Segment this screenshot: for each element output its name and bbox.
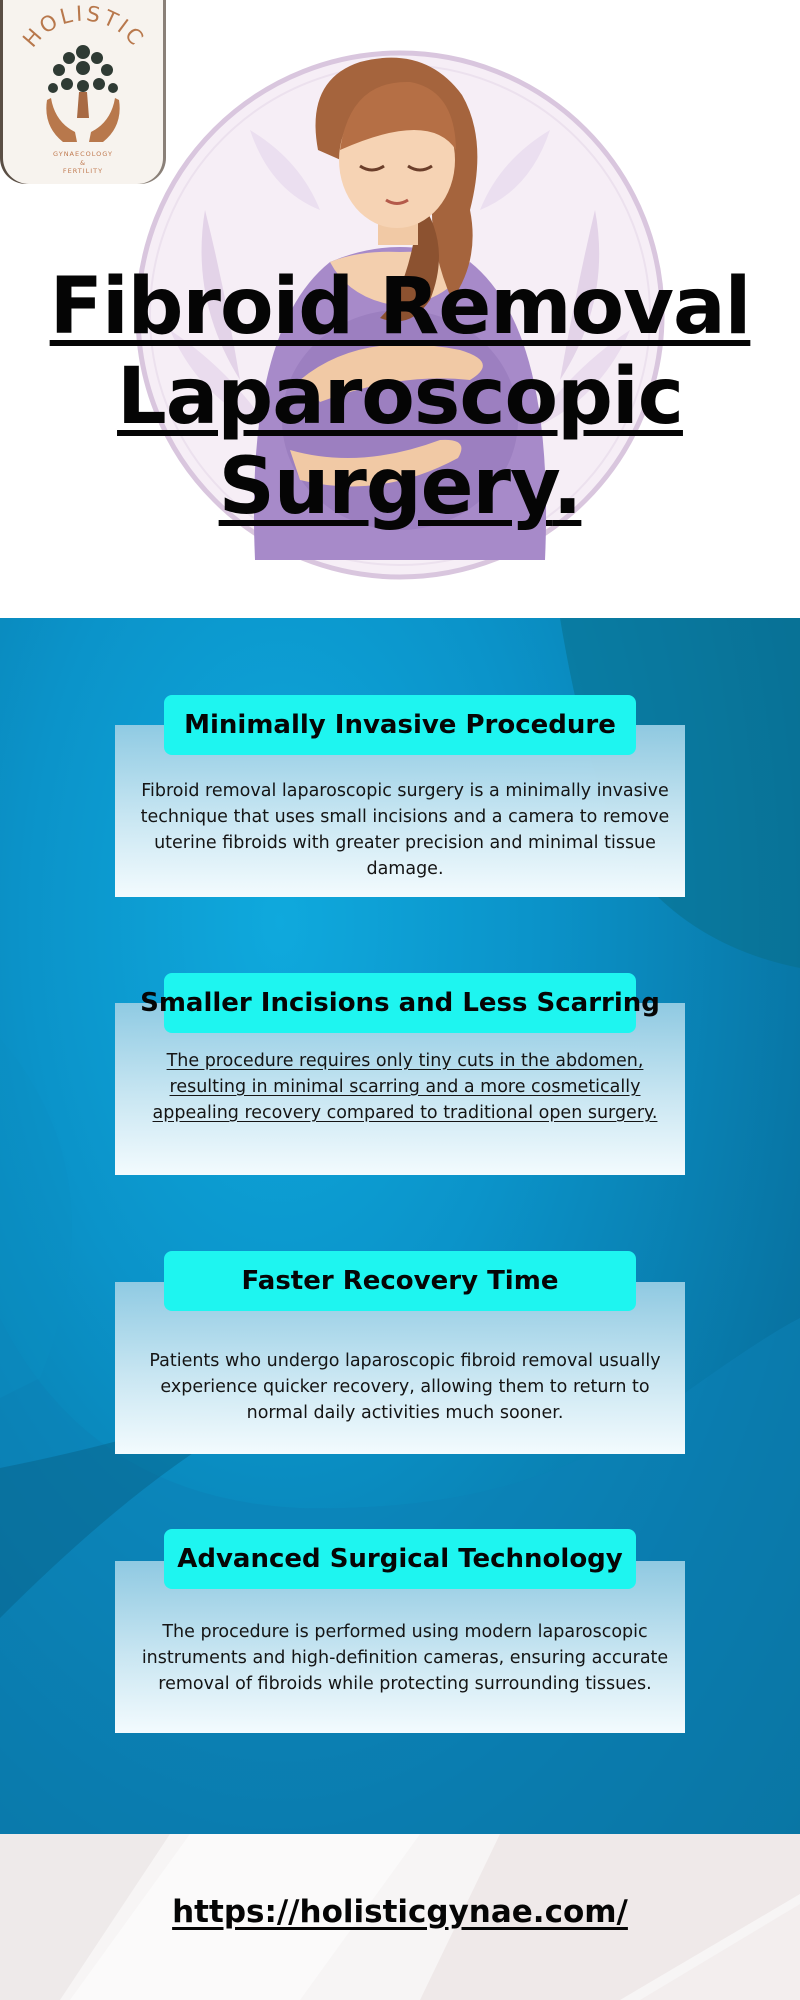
feature-description: Patients who undergo laparoscopic fibroid removal usually experience quicker recovery, allowing them to return to normal daily activities much sooner. xyxy=(149,1351,661,1423)
website-link[interactable]: https://holisticgynae.com/ xyxy=(172,1894,628,1930)
feature-description: The procedure requires only tiny cuts in the abdomen, resulting in minimal scarring and a more cosmetically appealing recovery compared to traditional open surgery. xyxy=(152,1051,658,1123)
features-section xyxy=(0,618,800,1834)
svg-text:HOLISTIC xyxy=(18,1,150,51)
title-line-1: Fibroid Removal xyxy=(49,262,751,352)
holistic-logo xyxy=(3,0,163,184)
logo-subtitle-line1: GYNAECOLOGY xyxy=(53,150,113,158)
feature-heading: Smaller Incisions and Less Scarring xyxy=(164,973,636,1033)
feature-heading: Faster Recovery Time xyxy=(164,1251,636,1311)
feature-description: The procedure is performed using modern laparoscopic instruments and high-definition cameras, ensuring accurate removal of fibroids while protecting surrounding tissues. xyxy=(141,1622,669,1694)
feature-heading: Minimally Invasive Procedure xyxy=(164,695,636,755)
page-title xyxy=(0,262,800,532)
hero-section xyxy=(0,0,800,618)
title-line-2: Laparoscopic xyxy=(117,352,683,442)
footer xyxy=(0,1834,800,2000)
logo-subtitle-line2: & xyxy=(79,159,87,167)
logo-brand-text: HOLISTIC xyxy=(18,1,150,52)
title-line-3: Surgery xyxy=(218,442,553,532)
feature-description: Fibroid removal laparoscopic surgery is a minimally invasive technique that uses small incisions and a camera to remove uterine fibroids with greater precision and minimal tissue damage. xyxy=(140,781,670,879)
title-trailing-period: . xyxy=(552,442,582,532)
logo-subtitle-line3: FERTILITY xyxy=(62,167,104,175)
feature-heading: Advanced Surgical Technology xyxy=(164,1529,636,1589)
